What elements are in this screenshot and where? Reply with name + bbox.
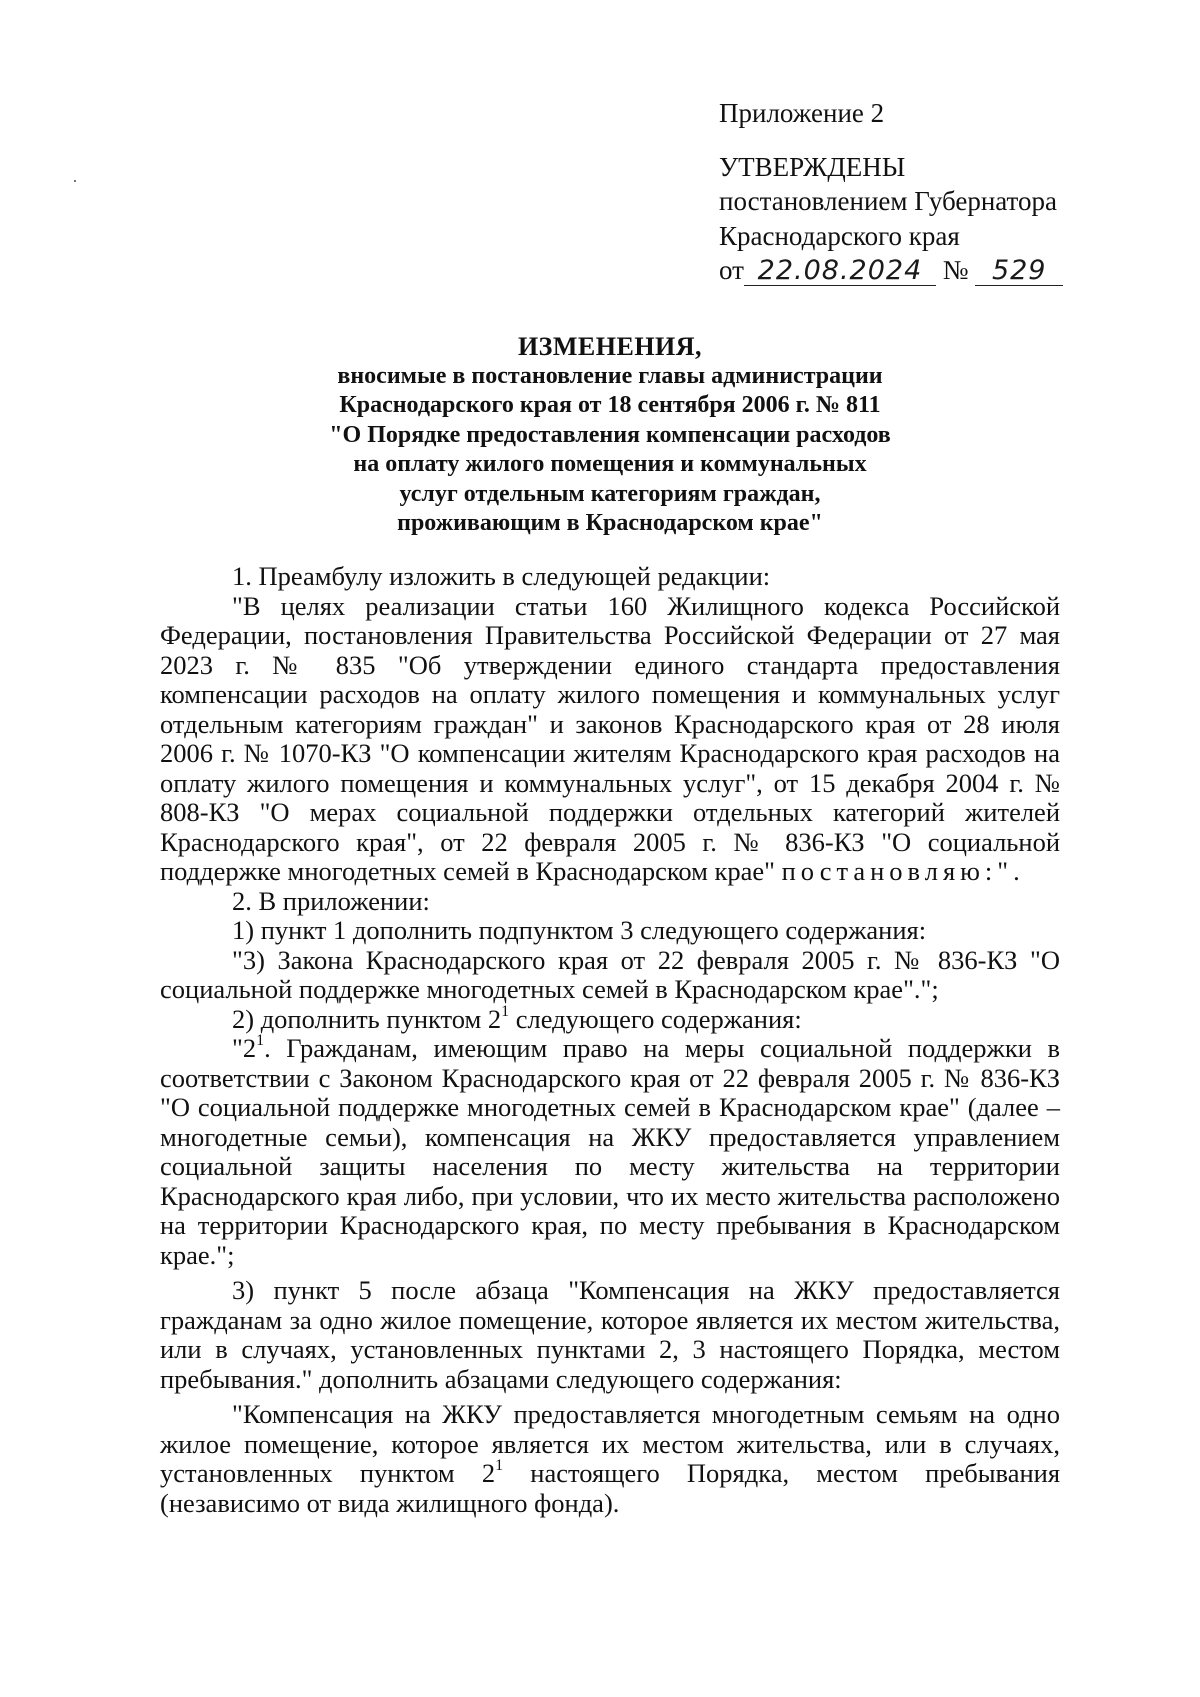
title-line: проживающим в Краснодарском крае"	[397, 510, 823, 536]
handwritten-date-text: 22.08.2024	[757, 255, 923, 286]
scan-speck	[74, 180, 76, 182]
title-line: "О Порядке предоставления компенсации расходов	[329, 421, 891, 448]
title-main: ИЗМЕНЕНИЯ,	[517, 332, 703, 361]
handwritten-number	[975, 256, 1063, 286]
handwritten-date	[744, 256, 936, 286]
document-title	[120, 332, 1100, 539]
paragraph-7-start: "2	[232, 1033, 257, 1063]
title-line: вносимые в постановление главы администрации	[337, 362, 883, 389]
superscript: 1	[256, 1032, 265, 1050]
paragraph-4: 1) пункт 1 дополнить подпунктом 3 следующего содержания:	[232, 915, 927, 945]
preamble-text: "В целях реализации статьи 160 Жилищного кодекса Российской Федерации, постановления Правительства Российской Федерации от 27 мая 2023 г. № 835 "Об утверждении единого стандарта предоставления компенсации расходов на оплату жилого помещения и коммунальных услуг отдельным категориям граждан" и законов Краснодарского края от 28 июля 2006 г. № 1070-КЗ "О компенсации жителям Краснодарского края расходов на оплату жилого помещения и коммунальных услуг", от 15 декабря 2004 г. № 808-КЗ "О мерах социальной поддержки отдельных категорий жителей Краснодарского края", от 22 февраля 2005 г. № 836-КЗ "О социальной поддержке многодетных семей в Краснодарском крае"	[160, 590, 1060, 886]
paragraph-9-text-end: настоящего Порядка, местом пребывания (независимо от вида жилищного фонда).	[160, 1458, 1061, 1518]
paragraph-2	[160, 592, 1060, 887]
number-prefix: №	[942, 255, 969, 285]
title-line: на оплату жилого помещения и коммунальных	[353, 451, 867, 477]
paragraph-7	[160, 1034, 1060, 1270]
superscript: 1	[495, 1457, 504, 1475]
paragraph-7-text: . Гражданам, имеющим право на меры социальной поддержки в соответствии с Законом Краснодарского края от 22 февраля 2005 г. № 836-КЗ "О социальной поддержке многодетных семей в Краснодарском крае" (далее – многодетные семьи), компенсация на ЖКУ предоставляется управлением социальной защиты населения по месту жительства на территории Краснодарского края либо, при условии, что их место жительства расположено на территории Краснодарского края, по месту пребывания в Краснодарском крае.";	[160, 1033, 1060, 1270]
paragraph-6-text: 2) дополнить пунктом 2	[232, 1003, 502, 1034]
paragraph-1: 1. Преамбулу изложить в следующей редакции:	[232, 561, 771, 591]
document-body	[160, 562, 1060, 1518]
handwritten-number-text: 529	[991, 255, 1047, 286]
approval-block	[719, 96, 1079, 288]
preamble-spaced-word: постановляю:".	[781, 856, 1025, 886]
paragraph-3: 2. В приложении:	[232, 885, 430, 916]
title-line: услуг отдельным категориям граждан,	[399, 480, 821, 507]
date-number-line	[719, 253, 1079, 288]
paragraph-6	[160, 1002, 1060, 1035]
approved-by-line-1: постановлением Губернатора	[719, 186, 1057, 216]
approved-label: УТВЕРЖДЕНЫ	[719, 151, 906, 182]
paragraph-8: 3) пункт 5 после абзаца "Компенсация на ЖКУ предоставляется гражданам за одно жилое помещение, которое является их местом жительства, или в случаях, установленных пунктами 2, 3 настоящего Порядка, местом пребывания." дополнить абзацами следующего содержания:	[160, 1275, 1060, 1394]
appendix-label: Приложение 2	[719, 98, 885, 128]
title-line: Краснодарского края от 18 сентября 2006 г. № 811	[339, 392, 881, 418]
paragraph-5: "3) Закона Краснодарского края от 22 февраля 2005 г. № 836-КЗ "О социальной поддержке многодетных семей в Краснодарском крае".";	[160, 944, 1060, 1004]
approved-by-line-2: Краснодарского края	[719, 220, 960, 251]
paragraph-9	[160, 1400, 1060, 1518]
paragraph-6-text-end: следующего содержания:	[515, 1003, 802, 1034]
superscript: 1	[501, 1002, 510, 1020]
date-prefix: от	[719, 255, 744, 285]
paragraph-9-text: "Компенсация на ЖКУ предоставляется многодетным семьям на одно жилое помещение, которое является их местом жительства, или в случаях, установленных пунктом 2	[160, 1399, 1060, 1488]
